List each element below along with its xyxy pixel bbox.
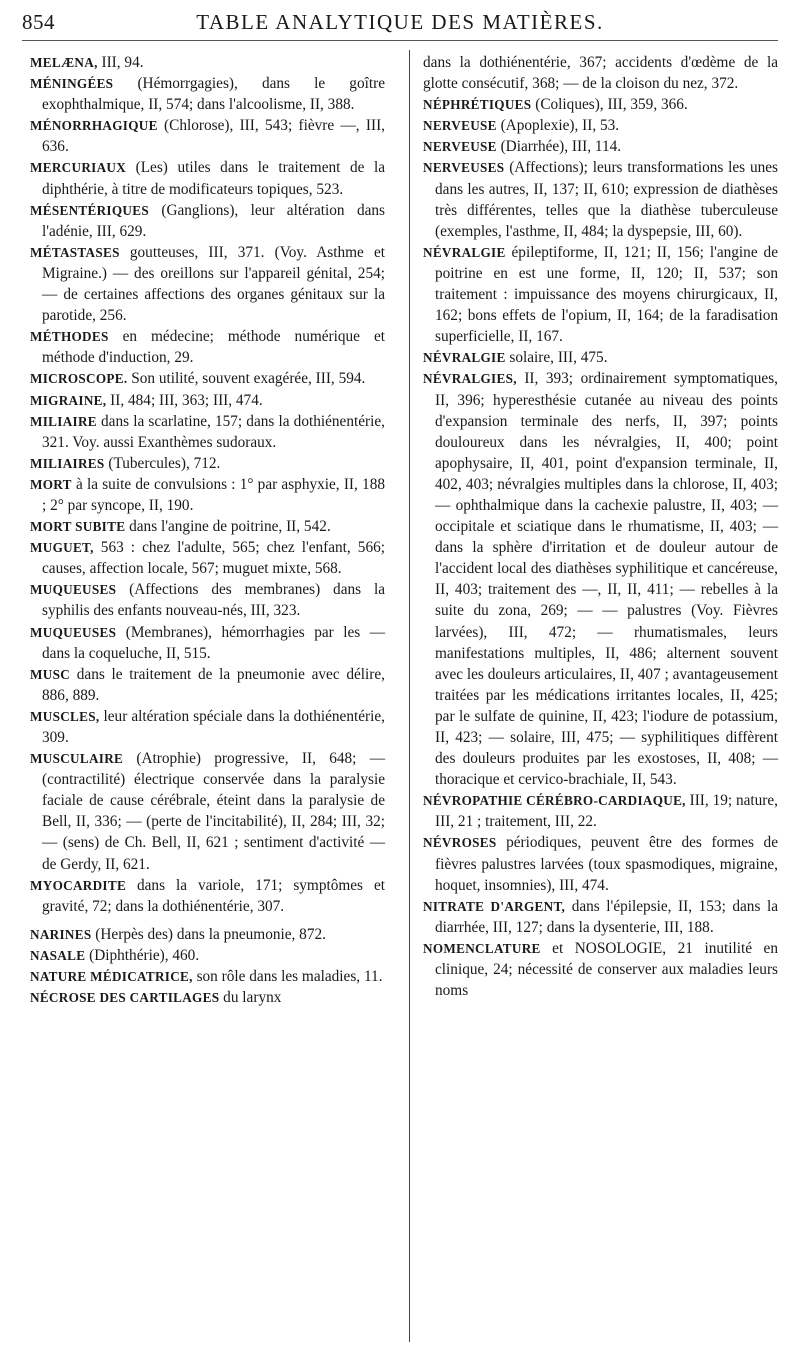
- entry-headword: NITRATE D'ARGENT,: [423, 898, 566, 914]
- index-entry: [30, 411, 385, 453]
- index-entry: [423, 94, 778, 115]
- entry-text: dans la dothiénentérie, 367; accidents d'œdème de la glotte consécutif, 368; — de la cloison du nez, 372.: [423, 54, 778, 93]
- entry-headword: MIGRAINE,: [30, 392, 107, 408]
- index-entry: [30, 453, 385, 474]
- entry-text: dans l'épilepsie, II, 153; dans la diarrhée, III, 127; dans la dysenterie, III, 188.: [435, 897, 778, 936]
- entry-headword: NÉVRALGIE: [423, 244, 506, 260]
- entry-headword: NÉVRALGIES,: [423, 371, 517, 387]
- index-entry: [30, 987, 385, 1008]
- index-entry: [30, 537, 385, 579]
- entry-text: (Membranes), hémorrhagies par les — dans la coqueluche, II, 515.: [42, 623, 385, 662]
- index-entry: [423, 115, 778, 136]
- index-entry: [30, 242, 385, 326]
- entry-headword: MUSCLES,: [30, 708, 100, 724]
- index-entry: [30, 326, 385, 368]
- index-entry: [30, 924, 385, 945]
- entry-text: (Tubercules), 712.: [104, 454, 221, 472]
- entry-headword: MUGUET,: [30, 540, 94, 556]
- index-entry: [30, 748, 385, 875]
- entry-headword: MÉNORRHAGIQUE: [30, 118, 158, 134]
- entry-headword: NOMENCLATURE: [423, 940, 541, 956]
- column-divider: [409, 50, 410, 1342]
- index-entry: [30, 664, 385, 706]
- index-entry: [30, 945, 385, 966]
- entry-headword: MYOCARDITE: [30, 877, 127, 893]
- entry-headword: MORT: [30, 476, 72, 492]
- index-entry: [423, 896, 778, 938]
- entry-headword: MÉNINGÉES: [30, 76, 114, 92]
- entry-text: 563 : chez l'adulte, 565; chez l'enfant, 566; causes, affection locale, 567; muguet mixte, 568.: [42, 539, 385, 578]
- entry-headword: NÉCROSE DES CARTILAGES: [30, 990, 220, 1006]
- entry-headword: MORT SUBITE: [30, 519, 126, 535]
- entry-text: et NOSOLOGIE, 21 inutilité en clinique, 24; nécessité de conserver aux maladies leurs noms: [435, 939, 778, 1000]
- index-entry: [30, 200, 385, 242]
- entry-headword: NASALE: [30, 947, 86, 963]
- running-title: TABLE ANALYTIQUE DES MATIÈRES.: [196, 10, 604, 34]
- entry-text: épileptiforme, II, 121; II, 156; l'angine de poitrine en est une forme, II, 120; II, 537; son traitement : impuissance des moyens chirurgicaux, II, 162; bons effets de l'opium, II, 164; de la faradisation superficielle, II, 167.: [435, 243, 778, 346]
- entry-headword: MÉTHODES: [30, 329, 109, 345]
- entry-text: (Affections des membranes) dans la syphilis des enfants nouveau-nés, III, 323.: [42, 581, 385, 620]
- index-entry: [423, 347, 778, 368]
- entry-headword: NATURE MÉDICATRICE,: [30, 969, 193, 985]
- entry-headword: NÉVROPATHIE CÉRÉBRO-CARDIAQUE,: [423, 793, 686, 809]
- index-entry: [423, 157, 778, 241]
- entry-headword: MERCURIAUX: [30, 160, 127, 176]
- index-entry: [30, 516, 385, 537]
- entry-text: du larynx: [219, 989, 282, 1007]
- index-entry: [30, 73, 385, 115]
- index-entry: [423, 790, 778, 832]
- entry-text: (Diphthérie), 460.: [85, 946, 200, 964]
- entry-headword: MUSCULAIRE: [30, 751, 124, 767]
- entry-headword: MUQUEUSES: [30, 624, 117, 640]
- index-entry: [30, 875, 385, 917]
- entry-text: II, 484; III, 363; III, 474.: [106, 391, 263, 409]
- left-column: [30, 52, 385, 1008]
- entry-headword: NÉVROSES: [423, 835, 497, 851]
- entry-headword: MÉTASTASES: [30, 244, 120, 260]
- index-entry: [423, 368, 778, 790]
- right-column: [423, 52, 778, 1001]
- index-entry: [30, 115, 385, 157]
- entry-text: (Herpès des) dans la pneumonie, 872.: [91, 925, 326, 943]
- entry-text: (Les) utiles dans le traitement de la diphthérie, à titre de modificateurs topiques, 523.: [42, 159, 385, 198]
- entry-text: dans la variole, 171; symptômes et gravité, 72; dans la dothiénentérie, 307.: [42, 876, 385, 915]
- index-entry: [30, 52, 385, 73]
- index-entry: [30, 966, 385, 987]
- entry-headword: MILIAIRES: [30, 455, 105, 471]
- entry-headword: MUQUEUSES: [30, 582, 117, 598]
- entry-text: III, 94.: [97, 54, 144, 71]
- entry-text: périodiques, peuvent être des formes de fièvres palustres larvées (toux spasmodiques, migraine, hoquet, insomnies), III, 474.: [435, 834, 778, 894]
- entry-text: Son utilité, souvent exagérée, III, 594.: [127, 370, 366, 388]
- entry-headword: MÉSENTÉRIQUES: [30, 202, 149, 218]
- index-entry: [30, 622, 385, 664]
- index-entry: [423, 938, 778, 1001]
- index-entry: [423, 136, 778, 157]
- index-entry: [423, 242, 778, 347]
- entry-text: (Apoplexie), II, 53.: [496, 117, 620, 135]
- index-entry: [30, 579, 385, 621]
- entry-text: en médecine; méthode numérique et méthode d'induction, 29.: [42, 328, 385, 367]
- entry-text: à la suite de convulsions : 1° par asphyxie, II, 188 ; 2° par syncope, II, 190.: [42, 475, 385, 514]
- index-entry: [30, 368, 385, 389]
- entry-text: II, 393; ordinairement symptomatiques, II, 396; hyperesthésie cutanée au niveau des points d'expansion terminale des nerfs, II, 397; points douloureux dans les névralgies, II, 400; point apophysaire, II, 401, point d'expansion terminale, II, 402, 403; névralgies multiples dans la chlorose, II, 403; — ophthalmique dans la cachexie palustre, II, 403; — occipitale et sciatique dans le rhumatisme, II, 403; — dans la sphère d'irritation et de douleur autour de l'accident local des diathèses syphilitique et cancéreuse, II, 403; traitement des —, II, II, 411; — rebelles à la suite du zona, 269; — — palustres (Voy. Fièvres larvées), III, 472; — rhumatismales, leurs manifestations multiples, II, 486; alternent souvent avec les douleurs articulaires, II, 407 ; avantageusement traitées par les médications irritantes locales, II, 425; par le sulfate de quinine, II, 423; l'iodure de potassium, II, 423; — solaire, III, 475; — syphilitiques diffèrent des douleurs produites par les exostoses, II, 408; — thoracique et cervico-brachiale, II, 543.: [435, 370, 778, 789]
- index-entry: [30, 706, 385, 748]
- entry-headword: NÉPHRÉTIQUES: [423, 97, 532, 113]
- entry-text: (Coliques), III, 359, 366.: [531, 96, 688, 114]
- page-header: [22, 10, 778, 41]
- entry-headword: MICROSCOPE.: [30, 371, 128, 387]
- entry-text: (Ganglions), leur altération dans l'adénie, III, 629.: [42, 201, 385, 240]
- page-number: 854: [22, 10, 55, 34]
- entry-text: (Chlorose), III, 543; fièvre —, III, 636.: [42, 117, 385, 156]
- index-entry: [30, 390, 385, 411]
- entry-text: (Affections); leurs transformations les unes dans les autres, II, 137; II, 610; expression de diathèses très différentes, telles que la diathèse tuberculeuse (exemples, l'asthme, II, 484; la dyspepsie, III, 60).: [435, 159, 778, 240]
- index-entry: [30, 157, 385, 199]
- entry-text: leur altération spéciale dans la dothiénentérie, 309.: [42, 707, 385, 746]
- entry-headword: MUSC: [30, 666, 71, 682]
- index-entry: [30, 474, 385, 516]
- entry-text: son rôle dans les maladies, 11.: [192, 968, 383, 986]
- entry-headword: NERVEUSE: [423, 139, 497, 155]
- entry-text: III, 19; nature, III, 21 ; traitement, III, 22.: [435, 792, 778, 831]
- entry-text: solaire, III, 475.: [505, 349, 608, 367]
- entry-headword: MILIAIRE: [30, 413, 97, 429]
- entry-headword: NARINES: [30, 926, 92, 942]
- index-entry: [423, 832, 778, 895]
- entry-text: (Atrophie) progressive, II, 648; — (contractilité) électrique conservée dans la paralysie faciale de cause cérébrale, éteint dans la paralysie de Bell, II, 336; — (perte de l'incitabilité), II, 284; III, 32; — (sens) de Ch. Bell, II, 621 ; sentiment d'activité — de Gerdy, II, 621.: [42, 750, 385, 873]
- entry-text: (Hémorrgagies), dans le goître exophthalmique, II, 574; dans l'alcoolisme, II, 388.: [42, 75, 385, 114]
- entry-headword: NERVEUSES: [423, 160, 505, 176]
- entry-headword: NERVEUSE: [423, 118, 497, 134]
- section-gap: [30, 917, 385, 924]
- entry-headword: NÉVRALGIE: [423, 350, 506, 366]
- entry-text: dans l'angine de poitrine, II, 542.: [125, 518, 331, 536]
- entry-text: goutteuses, III, 371. (Voy. Asthme et Migraine.) — des oreillons sur l'appareil génital, 254; — de certaines affections des organes génitaux sur la parotide, 256.: [42, 243, 385, 325]
- entry-headword: MELÆNA,: [30, 55, 98, 70]
- entry-text: dans le traitement de la pneumonie avec délire, 886, 889.: [42, 665, 385, 704]
- entry-text: dans la scarlatine, 157; dans la dothiénentérie, 321. Voy. aussi Exanthèmes sudoraux.: [42, 412, 385, 451]
- entry-text: (Diarrhée), III, 114.: [496, 138, 622, 156]
- index-entry-continuation: [423, 52, 778, 94]
